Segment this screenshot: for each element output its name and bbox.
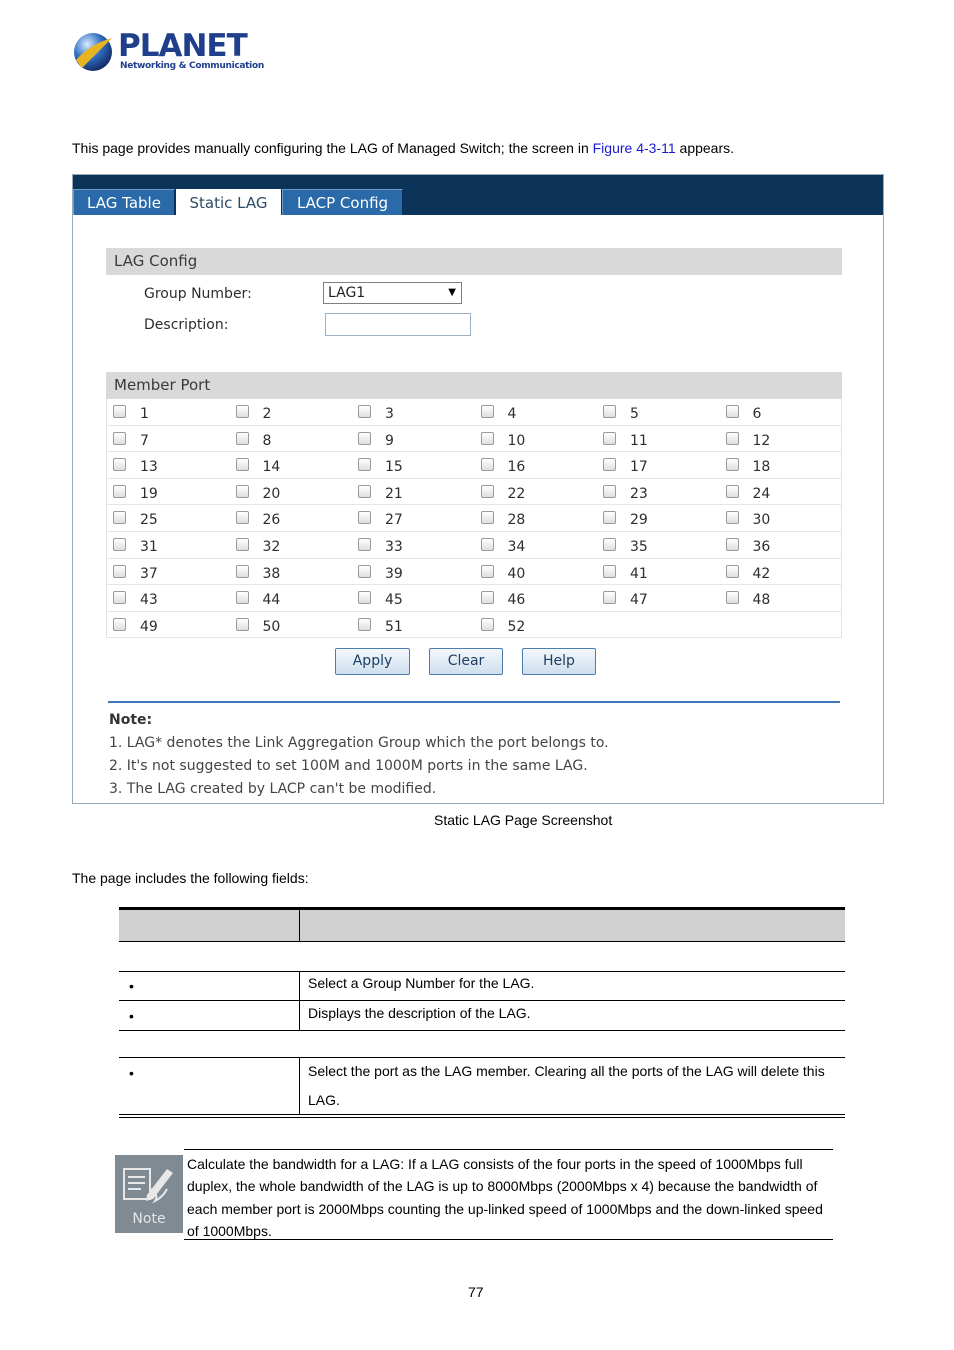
port-number: 26 [262, 512, 281, 529]
port-number: 11 [630, 432, 648, 449]
port-row [106, 559, 842, 586]
port-number: 5 [630, 406, 639, 422]
note-top-rule [184, 1149, 833, 1150]
group-number-value: LAG1 [328, 285, 366, 301]
port-cell [597, 585, 719, 611]
port-checkbox[interactable] [113, 458, 126, 471]
table-bottom-rule [119, 1117, 845, 1118]
port-number: 9 [385, 432, 394, 449]
figure-caption: Static LAG Page Screenshot [434, 812, 613, 828]
port-cell [720, 479, 842, 505]
port-checkbox[interactable] [603, 591, 616, 604]
table-cell: Displays the description of the LAG. [308, 1005, 531, 1021]
port-cell [107, 559, 229, 585]
port-cell [230, 399, 352, 425]
port-number: 16 [507, 459, 526, 476]
divider [108, 701, 840, 703]
member-port-grid [106, 399, 842, 638]
port-number: 35 [630, 538, 648, 555]
port-cell [230, 452, 352, 478]
port-number: 10 [507, 432, 526, 449]
port-checkbox[interactable] [113, 485, 126, 498]
port-number: 50 [262, 618, 281, 635]
port-number: 41 [630, 565, 648, 582]
port-checkbox[interactable] [603, 538, 616, 551]
port-cell [352, 505, 474, 531]
port-checkbox[interactable] [358, 458, 371, 471]
table-rule [119, 1114, 845, 1115]
port-checkbox[interactable] [236, 565, 249, 578]
table-col-divider [299, 910, 300, 941]
port-checkbox[interactable] [236, 511, 249, 524]
table-col-divider [299, 1057, 300, 1114]
port-number: 46 [507, 592, 526, 609]
port-checkbox[interactable] [481, 511, 494, 524]
port-cell [352, 479, 474, 505]
table-cell: LAG. [308, 1092, 340, 1108]
port-checkbox[interactable] [358, 432, 371, 445]
port-cell [475, 426, 597, 452]
table-bullet: • [129, 1065, 134, 1081]
port-checkbox[interactable] [358, 405, 371, 418]
group-number-label: Group Number: [144, 286, 252, 302]
port-checkbox[interactable] [603, 458, 616, 471]
port-number: 40 [507, 565, 526, 582]
intro-text [72, 140, 734, 156]
port-checkbox[interactable] [481, 458, 494, 471]
port-checkbox[interactable] [603, 432, 616, 445]
table-cell: Select a Group Number for the LAG. [308, 975, 535, 991]
port-cell [352, 426, 474, 452]
port-number: 48 [752, 592, 771, 609]
port-number: 7 [140, 432, 149, 449]
port-cell [107, 399, 229, 425]
port-checkbox[interactable] [726, 458, 739, 471]
port-cell [720, 426, 842, 452]
intro-before: This page provides manually configuring the LAG of Managed Switch; the screen in [72, 140, 593, 156]
port-checkbox[interactable] [236, 432, 249, 445]
port-checkbox[interactable] [726, 485, 739, 498]
note-badge [115, 1155, 183, 1233]
table-bullet: • [129, 1008, 134, 1024]
port-checkbox[interactable] [481, 538, 494, 551]
port-number: 45 [385, 592, 403, 609]
port-checkbox[interactable] [113, 591, 126, 604]
note-title: Note: [109, 712, 153, 728]
port-checkbox[interactable] [726, 565, 739, 578]
port-cell [475, 399, 597, 425]
port-checkbox[interactable] [358, 538, 371, 551]
logo-tagline: Networking & Communication [120, 61, 264, 71]
description-label: Description: [144, 317, 229, 333]
port-cell [107, 452, 229, 478]
port-checkbox[interactable] [603, 485, 616, 498]
port-cell [230, 532, 352, 558]
port-number: 42 [752, 565, 771, 582]
port-checkbox[interactable] [113, 405, 126, 418]
port-number: 32 [262, 538, 281, 555]
port-checkbox[interactable] [113, 538, 126, 551]
port-cell [475, 612, 597, 638]
port-cell [720, 399, 842, 425]
port-number: 52 [507, 618, 526, 635]
description-input[interactable] [325, 313, 471, 336]
port-cell [107, 479, 229, 505]
port-cell [720, 585, 842, 611]
port-checkbox[interactable] [481, 485, 494, 498]
globe-icon [72, 30, 116, 74]
port-checkbox[interactable] [358, 565, 371, 578]
port-cell [720, 505, 842, 531]
port-cell [597, 532, 719, 558]
port-cell [230, 612, 352, 638]
port-number: 1 [140, 406, 149, 422]
port-checkbox[interactable] [236, 538, 249, 551]
port-checkbox[interactable] [236, 591, 249, 604]
port-cell [597, 426, 719, 452]
port-cell [352, 399, 474, 425]
note-line-2: 2. It's not suggested to set 100M and 1000M ports in the same LAG. [109, 758, 588, 774]
port-number: 23 [630, 485, 648, 502]
port-checkbox[interactable] [358, 511, 371, 524]
port-number: 34 [507, 538, 526, 555]
port-number: 27 [385, 512, 403, 529]
port-cell [475, 559, 597, 585]
clear-button[interactable]: Clear [429, 648, 503, 675]
port-checkbox[interactable] [236, 458, 249, 471]
port-checkbox[interactable] [481, 591, 494, 604]
port-number: 15 [385, 459, 403, 476]
port-cell [475, 532, 597, 558]
port-number: 30 [752, 512, 771, 529]
port-row [106, 505, 842, 532]
port-checkbox[interactable] [236, 405, 249, 418]
note-line-3: 3. The LAG created by LACP can't be modified. [109, 781, 437, 797]
port-number: 36 [752, 538, 771, 555]
port-cell [352, 612, 474, 638]
port-cell [720, 452, 842, 478]
port-cell [597, 452, 719, 478]
port-number: 37 [140, 565, 158, 582]
intro-after: appears. [675, 140, 735, 156]
note-bottom-rule [184, 1239, 833, 1240]
port-checkbox[interactable] [358, 591, 371, 604]
port-row [106, 426, 842, 453]
port-number: 49 [140, 618, 158, 635]
port-number: 20 [262, 485, 281, 502]
port-checkbox[interactable] [113, 432, 126, 445]
figure-link[interactable]: Figure 4-3-11 [592, 140, 676, 156]
port-number: 19 [140, 485, 158, 502]
dropdown-arrow-icon: ▼ [448, 287, 456, 298]
port-number: 43 [140, 592, 158, 609]
port-checkbox[interactable] [726, 405, 739, 418]
port-cell [475, 505, 597, 531]
port-row [106, 452, 842, 479]
port-checkbox[interactable] [113, 618, 126, 631]
port-checkbox[interactable] [603, 511, 616, 524]
static-lag-screenshot [72, 174, 884, 804]
port-checkbox[interactable] [481, 432, 494, 445]
port-checkbox[interactable] [726, 538, 739, 551]
member-port-header: Member Port [106, 372, 842, 399]
note-pencil-icon [115, 1155, 183, 1211]
table-col-divider [299, 971, 300, 1030]
port-cell [107, 426, 229, 452]
port-number: 29 [630, 512, 648, 529]
port-cell [720, 532, 842, 558]
port-cell [597, 399, 719, 425]
port-number: 25 [140, 512, 158, 529]
port-checkbox[interactable] [726, 591, 739, 604]
port-number: 44 [262, 592, 281, 609]
port-number: 28 [507, 512, 526, 529]
port-number: 18 [752, 459, 771, 476]
port-number: 33 [385, 538, 403, 555]
port-cell [230, 505, 352, 531]
port-checkbox[interactable] [481, 618, 494, 631]
port-cell [107, 585, 229, 611]
port-row [106, 532, 842, 559]
port-number: 14 [262, 459, 281, 476]
port-number: 12 [752, 432, 771, 449]
port-number: 31 [140, 538, 158, 555]
planet-logo [72, 28, 264, 76]
port-number: 17 [630, 459, 648, 476]
port-checkbox[interactable] [603, 565, 616, 578]
port-cell [107, 532, 229, 558]
port-number: 39 [385, 565, 403, 582]
tab-lacp-config[interactable]: LACP Config [282, 189, 403, 215]
port-row [106, 612, 842, 639]
port-cell [475, 585, 597, 611]
port-cell [230, 426, 352, 452]
port-number: 22 [507, 485, 526, 502]
table-header-row [119, 910, 845, 941]
lag-config-header: LAG Config [106, 248, 842, 275]
port-cell [230, 559, 352, 585]
note-label: Note [132, 1211, 166, 1227]
port-cell [230, 585, 352, 611]
port-number: 51 [385, 618, 403, 635]
port-cell [475, 452, 597, 478]
port-checkbox[interactable] [236, 618, 249, 631]
port-cell [475, 479, 597, 505]
port-checkbox[interactable] [358, 485, 371, 498]
port-number: 2 [262, 406, 272, 422]
port-cell [720, 559, 842, 585]
port-number: 3 [385, 406, 394, 422]
port-checkbox[interactable] [481, 565, 494, 578]
port-number: 4 [507, 406, 517, 422]
note-text: Calculate the bandwidth for a LAG: If a LAG consists of the four ports in the speed of 1000Mbps full duplex, the whole bandwidth of the LAG is up to 8000Mbps (2000Mbps x 4) because the bandwidth of each member port is 2000Mbps counting the up-linked speed of 1000Mbps and the down-linked speed of 1000Mbps. [187, 1156, 823, 1239]
port-cell [230, 479, 352, 505]
port-row [106, 399, 842, 426]
port-number: 24 [752, 485, 771, 502]
port-number: 38 [262, 565, 281, 582]
port-cell [107, 505, 229, 531]
help-button[interactable]: Help [522, 648, 596, 675]
table-cell: Select the port as the LAG member. Clearing all the ports of the LAG will delete this [308, 1063, 825, 1079]
port-cell [352, 452, 474, 478]
logo-word: PLANET [118, 28, 247, 64]
note-line-1: 1. LAG* denotes the Link Aggregation Group which the port belongs to. [109, 735, 609, 751]
page-number: 77 [468, 1284, 484, 1300]
port-cell [597, 559, 719, 585]
port-checkbox[interactable] [726, 511, 739, 524]
port-cell [352, 585, 474, 611]
port-cell [352, 532, 474, 558]
port-number: 6 [752, 406, 762, 422]
port-number: 21 [385, 485, 403, 502]
table-rule [119, 1030, 845, 1031]
group-number-select[interactable] [323, 282, 462, 304]
port-checkbox[interactable] [726, 432, 739, 445]
port-cell [597, 479, 719, 505]
port-row [106, 479, 842, 506]
port-number: 8 [262, 432, 272, 449]
apply-button[interactable]: Apply [335, 648, 410, 675]
port-cell [352, 559, 474, 585]
port-number: 13 [140, 459, 158, 476]
port-checkbox[interactable] [358, 618, 371, 631]
tab-lag-table[interactable]: LAG Table [73, 189, 175, 215]
table-rule [119, 941, 845, 942]
table-bullet: • [129, 978, 134, 994]
fields-intro: The page includes the following fields: [72, 870, 309, 886]
tab-bar [73, 175, 883, 215]
port-number: 47 [630, 592, 648, 609]
port-cell [107, 612, 229, 638]
port-checkbox[interactable] [603, 405, 616, 418]
port-checkbox[interactable] [113, 565, 126, 578]
port-cell [597, 505, 719, 531]
port-checkbox[interactable] [481, 405, 494, 418]
port-checkbox[interactable] [113, 511, 126, 524]
port-checkbox[interactable] [236, 485, 249, 498]
port-row [106, 585, 842, 612]
tab-static-lag[interactable]: Static LAG [176, 189, 281, 215]
